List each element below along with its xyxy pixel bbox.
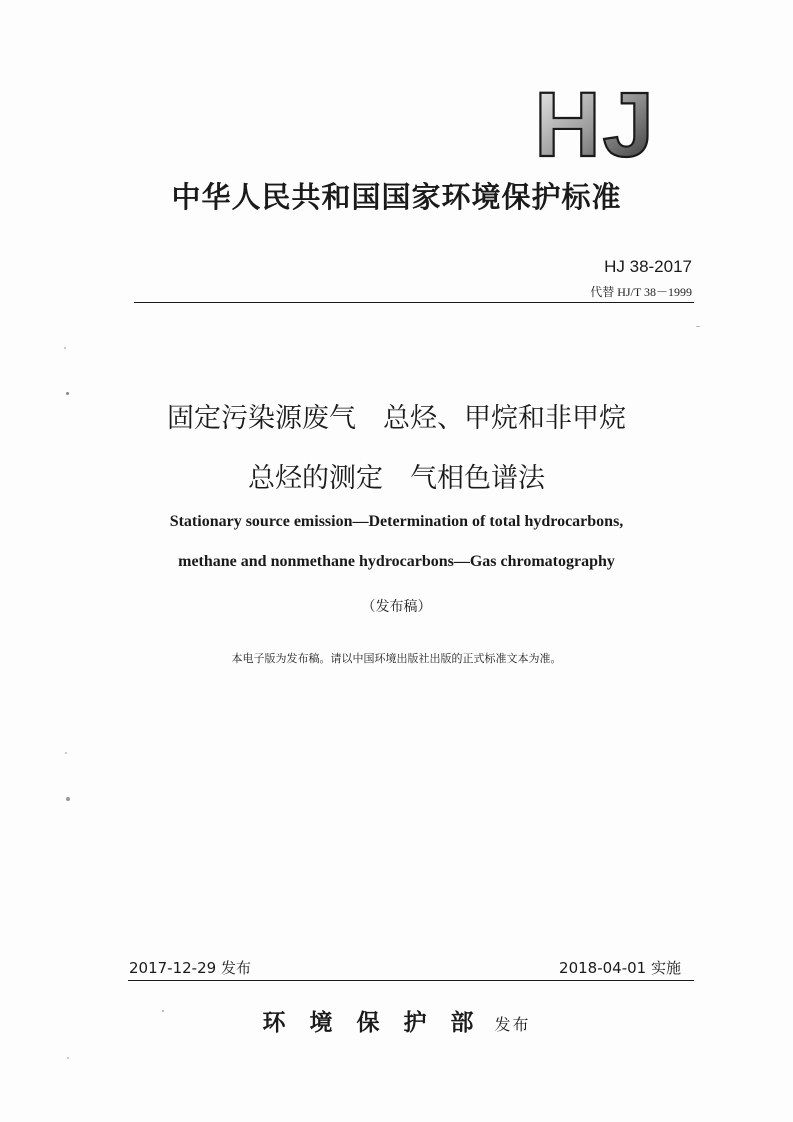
publisher-line bbox=[0, 1004, 793, 1037]
scan-speck bbox=[67, 1057, 69, 1059]
electronic-version-notice: 本电子版为发布稿。请以中国环境出版社出版的正式标准文本为准。 bbox=[231, 652, 562, 665]
scan-speck bbox=[696, 326, 700, 327]
english-title-line-1: Stationary source emission—Determination of total hydrocarbons, bbox=[169, 513, 624, 530]
header-divider bbox=[134, 302, 694, 303]
chinese-title-line-1: 固定污染源废气 总烃、甲烷和非甲烷 bbox=[167, 403, 626, 434]
english-title-line-2: methane and nonmethane hydrocarbons—Gas chromatography bbox=[178, 553, 615, 570]
hj-logo bbox=[525, 86, 665, 160]
issue-date: 2017-12-29 发布 bbox=[129, 959, 251, 977]
standard-number: HJ 38-2017 bbox=[604, 257, 692, 276]
scan-speck bbox=[64, 347, 66, 349]
scan-speck bbox=[66, 797, 70, 801]
chinese-title-line-2: 总烃的测定 气相色谱法 bbox=[248, 463, 545, 494]
footer-divider bbox=[128, 980, 694, 981]
scan-speck bbox=[162, 1010, 164, 1012]
hj-logo-text: HJ bbox=[534, 86, 656, 160]
scan-speck bbox=[66, 392, 69, 395]
scan-speck bbox=[65, 752, 67, 754]
publisher-suffix: 发布 bbox=[494, 1015, 531, 1034]
publisher-name: 环境保护部 bbox=[262, 1009, 498, 1036]
replaced-standard: 代替 HJ/T 38－1999 bbox=[590, 285, 692, 299]
draft-label: （发布稿） bbox=[361, 599, 432, 615]
implementation-date: 2018-04-01 实施 bbox=[559, 959, 681, 977]
issuing-authority-title: 中华人民共和国国家环境保护标准 bbox=[171, 180, 622, 214]
